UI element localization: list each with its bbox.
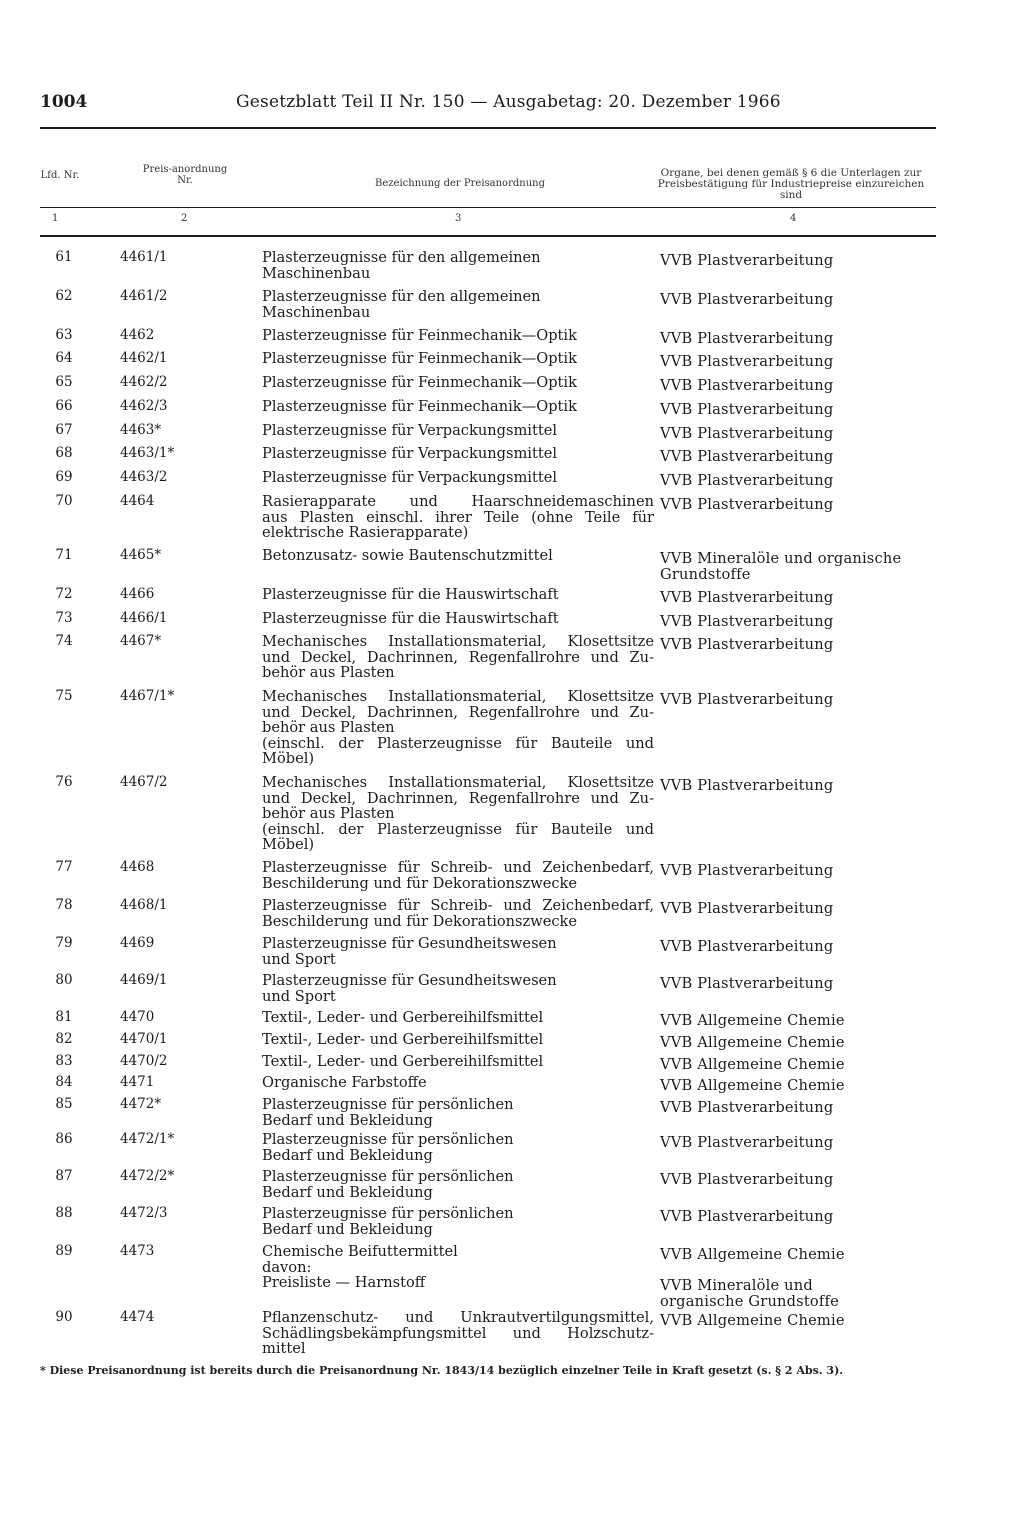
title-line: Mechanisches Installationsmaterial, Klosettsitze — [262, 688, 654, 705]
organ-line: VVB Plastverarbeitung — [660, 1208, 834, 1225]
price-order-title — [262, 587, 654, 603]
title-line: Plasterzeugnisse für Verpackungsmittel — [262, 469, 557, 486]
price-order-number: 4469 — [120, 935, 155, 951]
organ-line: organische Grundstoffe — [660, 1292, 839, 1310]
organ-line: VVB Allgemeine Chemie — [660, 1034, 845, 1051]
title-line: behör aus Plasten — [262, 664, 395, 681]
price-order-title — [262, 1169, 654, 1200]
responsible-organ — [660, 637, 940, 653]
title-line: Plasterzeugnisse für den allgemeinen — [262, 249, 541, 266]
title-line: Schädlingsbekämpfungsmittel und Holzschutz- — [262, 1324, 654, 1342]
organ-line: Grundstoffe — [660, 565, 751, 583]
title-line: Möbel) — [262, 750, 315, 767]
title-line: Plasterzeugnisse für Schreib- und Zeichenbedarf, — [262, 859, 654, 876]
row-number: 80 — [55, 972, 73, 988]
row-number: 86 — [55, 1131, 73, 1147]
price-order-number: 4472/1* — [120, 1131, 175, 1147]
title-line: und Deckel, Dachrinnen, Regenfallrohre und Zu- — [262, 648, 654, 666]
title-line: und Deckel, Dachrinnen, Regenfallrohre und Zu- — [262, 703, 654, 721]
price-order-title — [262, 634, 654, 681]
organ-line: VVB Plastverarbeitung — [660, 613, 834, 630]
price-order-number: 4468 — [120, 859, 155, 875]
organ-line: VVB Plastverarbeitung — [660, 589, 834, 606]
responsible-organ — [660, 1078, 940, 1094]
title-line: Mechanisches Installationsmaterial, Klosettsitze — [262, 633, 654, 650]
column-header-organe: Organe, bei denen gemäß § 6 die Unterlagen zur Preisbestätigung für Industriepreise einzureichen sind — [657, 167, 925, 201]
column-number: 3 — [455, 213, 462, 224]
organ-line: VVB Plastverarbeitung — [660, 777, 834, 794]
price-order-title — [262, 1075, 654, 1091]
responsible-organ — [660, 1313, 940, 1329]
price-order-title — [262, 898, 654, 929]
organ-line: VVB Plastverarbeitung — [660, 291, 834, 308]
row-number: 63 — [55, 327, 73, 343]
row-number: 72 — [55, 586, 73, 602]
row-number: 85 — [55, 1096, 73, 1112]
price-order-number: 4473 — [120, 1243, 155, 1259]
price-order-title — [262, 446, 654, 462]
title-line: Plasterzeugnisse für Gesundheitswesen — [262, 972, 557, 989]
price-order-title — [262, 860, 654, 891]
price-order-number: 4466/1 — [120, 610, 168, 626]
title-line: Plasterzeugnisse für Feinmechanik—Optik — [262, 398, 577, 415]
price-order-title — [262, 494, 654, 541]
organ-line: VVB Plastverarbeitung — [660, 401, 834, 418]
title-line: Plasterzeugnisse für persönlichen — [262, 1205, 514, 1222]
price-order-title — [262, 1206, 654, 1237]
responsible-organ — [660, 1209, 940, 1225]
row-number: 84 — [55, 1074, 73, 1090]
title-line: Plasterzeugnisse für Verpackungsmittel — [262, 422, 557, 439]
title-line: Organische Farbstoffe — [262, 1074, 427, 1091]
title-line: Maschinenbau — [262, 303, 371, 321]
title-line: (einschl. der Plasterzeugnisse für Bauteile und — [262, 820, 654, 838]
row-number: 62 — [55, 288, 73, 304]
title-line: Preisliste — Harnstoff — [262, 1274, 426, 1291]
title-line: und Sport — [262, 950, 336, 968]
page-number: 1004 — [40, 92, 88, 112]
price-order-title — [262, 399, 654, 415]
price-order-number: 4463/2 — [120, 469, 168, 485]
organ-line: VVB Plastverarbeitung — [660, 496, 834, 513]
row-number: 68 — [55, 445, 73, 461]
title-line: davon: — [262, 1258, 312, 1276]
row-number: 77 — [55, 859, 73, 875]
row-number: 65 — [55, 374, 73, 390]
price-order-title — [262, 1010, 654, 1026]
title-line: Betonzusatz- sowie Bautenschutzmittel — [262, 547, 553, 564]
title-line: Bedarf und Bekleidung — [262, 1183, 433, 1201]
row-number: 79 — [55, 935, 73, 951]
organ-line — [660, 1263, 940, 1279]
price-order-number: 4462/1 — [120, 350, 168, 366]
responsible-organ — [660, 402, 940, 418]
column-number: 1 — [52, 213, 59, 224]
price-order-title — [262, 611, 654, 627]
row-number: 61 — [55, 249, 73, 265]
price-order-title — [262, 1310, 654, 1357]
title-line: und Sport — [262, 987, 336, 1005]
row-number: 87 — [55, 1168, 73, 1184]
column-number: 4 — [790, 213, 797, 224]
price-order-number: 4472/2* — [120, 1168, 175, 1184]
title-line: Möbel) — [262, 836, 315, 853]
row-number: 83 — [55, 1053, 73, 1069]
responsible-organ — [660, 863, 940, 879]
price-order-title — [262, 351, 654, 367]
price-order-title — [262, 328, 654, 344]
price-order-title — [262, 1032, 654, 1048]
price-order-number: 4467* — [120, 633, 162, 649]
price-order-number: 4461/2 — [120, 288, 168, 304]
title-line: Pflanzenschutz- und Unkrautvertilgungsmittel, — [262, 1309, 654, 1326]
responsible-organ — [660, 354, 940, 370]
title-line: (einschl. der Plasterzeugnisse für Bauteile und — [262, 734, 654, 752]
organ-line: VVB Plastverarbeitung — [660, 353, 834, 370]
title-line: Plasterzeugnisse für die Hauswirtschaft — [262, 586, 559, 603]
price-order-number: 4461/1 — [120, 249, 168, 265]
organ-line: VVB Plastverarbeitung — [660, 636, 834, 653]
organ-line: VVB Plastverarbeitung — [660, 1171, 834, 1188]
responsible-organ — [660, 426, 940, 442]
organ-line: VVB Allgemeine Chemie — [660, 1246, 845, 1263]
organ-line: VVB Mineralöle und — [660, 1277, 813, 1294]
title-line: Plasterzeugnisse für persönlichen — [262, 1131, 514, 1148]
responsible-organ — [660, 1013, 940, 1029]
price-order-title — [262, 548, 654, 564]
organ-line: VVB Plastverarbeitung — [660, 900, 834, 917]
title-line: Chemische Beifuttermittel — [262, 1243, 458, 1260]
organ-line: VVB Plastverarbeitung — [660, 938, 834, 955]
title-line: Plasterzeugnisse für Verpackungsmittel — [262, 445, 557, 462]
organ-line: VVB Allgemeine Chemie — [660, 1312, 845, 1329]
price-order-number: 4474 — [120, 1309, 155, 1325]
column-number: 2 — [181, 213, 188, 224]
organ-line: VVB Plastverarbeitung — [660, 1099, 834, 1116]
organ-line: VVB Plastverarbeitung — [660, 1134, 834, 1151]
price-order-number: 4470/1 — [120, 1031, 168, 1047]
column-header-lfd-nr: Lfd. Nr. — [40, 170, 80, 181]
organ-line: VVB Plastverarbeitung — [660, 377, 834, 394]
organ-line: VVB Plastverarbeitung — [660, 862, 834, 879]
responsible-organ — [660, 1057, 940, 1073]
responsible-organ — [660, 473, 940, 489]
page-title: Gesetzblatt Teil II Nr. 150 — Ausgabetag: 20. Dezember 1966 — [236, 92, 781, 112]
price-order-title — [262, 375, 654, 391]
row-number: 81 — [55, 1009, 73, 1025]
title-line: Textil-, Leder- und Gerbereihilfsmittel — [262, 1053, 544, 1070]
title-line: Maschinenbau — [262, 264, 371, 282]
row-number: 70 — [55, 493, 73, 509]
organ-line: VVB Allgemeine Chemie — [660, 1056, 845, 1073]
price-order-number: 4466 — [120, 586, 155, 602]
title-line: behör aus Plasten — [262, 719, 395, 736]
organ-line: VVB Plastverarbeitung — [660, 425, 834, 442]
row-number: 82 — [55, 1031, 73, 1047]
organ-line: VVB Allgemeine Chemie — [660, 1012, 845, 1029]
price-order-number: 4472* — [120, 1096, 162, 1112]
title-line: elektrische Rasierapparate) — [262, 524, 469, 541]
responsible-organ — [660, 1035, 940, 1051]
responsible-organ — [660, 778, 940, 794]
price-order-number: 4463/1* — [120, 445, 175, 461]
organ-line: VVB Plastverarbeitung — [660, 691, 834, 708]
price-order-title — [262, 936, 654, 967]
organ-line: VVB Plastverarbeitung — [660, 472, 834, 489]
title-line: Textil-, Leder- und Gerbereihilfsmittel — [262, 1009, 544, 1026]
title-line: Bedarf und Bekleidung — [262, 1111, 433, 1129]
price-order-number: 4462/3 — [120, 398, 168, 414]
row-number: 71 — [55, 547, 73, 563]
title-line: Beschilderung und für Dekorationszwecke — [262, 874, 578, 892]
price-order-title — [262, 1244, 654, 1291]
price-order-number: 4470 — [120, 1009, 155, 1025]
title-line: mittel — [262, 1340, 306, 1357]
responsible-organ — [660, 1100, 940, 1116]
column-header-bezeichnung: Bezeichnung der Preisanordnung — [375, 178, 545, 189]
row-number: 89 — [55, 1243, 73, 1259]
price-order-title — [262, 1132, 654, 1163]
price-order-number: 4471 — [120, 1074, 155, 1090]
price-order-number: 4462/2 — [120, 374, 168, 390]
price-order-number: 4463* — [120, 422, 162, 438]
responsible-organ — [660, 692, 940, 708]
responsible-organ — [660, 614, 940, 630]
row-number: 67 — [55, 422, 73, 438]
price-order-number: 4470/2 — [120, 1053, 168, 1069]
row-number: 76 — [55, 774, 73, 790]
price-order-title — [262, 1054, 654, 1070]
responsible-organ — [660, 1135, 940, 1151]
title-line: Rasierapparate und Haarschneidemaschinen — [262, 493, 654, 510]
responsible-organ — [660, 1247, 940, 1309]
footnote: * Diese Preisanordnung ist bereits durch die Preisanordnung Nr. 1843/14 bezüglich einzelner Teile in Kraft gesetzt (s. § 2 Abs. 3). — [40, 1364, 844, 1377]
row-number: 90 — [55, 1309, 73, 1325]
title-line: Beschilderung und für Dekorationszwecke — [262, 912, 578, 930]
row-number: 73 — [55, 610, 73, 626]
title-line: Mechanisches Installationsmaterial, Klosettsitze — [262, 774, 654, 791]
column-header-preisanordnung-nr: Preis-anordnung Nr. — [142, 164, 228, 186]
title-line: Plasterzeugnisse für Schreib- und Zeichenbedarf, — [262, 897, 654, 914]
responsible-organ — [660, 590, 940, 606]
price-order-number: 4467/1* — [120, 688, 175, 704]
price-order-title — [262, 689, 654, 767]
price-order-title — [262, 470, 654, 486]
price-order-title — [262, 423, 654, 439]
price-order-number: 4462 — [120, 327, 155, 343]
row-number: 64 — [55, 350, 73, 366]
price-order-number: 4467/2 — [120, 774, 168, 790]
title-line: Plasterzeugnisse für Feinmechanik—Optik — [262, 350, 577, 367]
title-line: Bedarf und Bekleidung — [262, 1220, 433, 1238]
price-order-number: 4469/1 — [120, 972, 168, 988]
row-number: 66 — [55, 398, 73, 414]
row-number: 75 — [55, 688, 73, 704]
title-line: Plasterzeugnisse für Gesundheitswesen — [262, 935, 557, 952]
title-line: Bedarf und Bekleidung — [262, 1146, 433, 1164]
organ-line: VVB Mineralöle und organische — [660, 550, 902, 567]
responsible-organ — [660, 331, 940, 347]
title-line: Plasterzeugnisse für persönlichen — [262, 1168, 514, 1185]
price-order-number: 4465* — [120, 547, 162, 563]
responsible-organ — [660, 551, 940, 582]
row-number: 74 — [55, 633, 73, 649]
responsible-organ — [660, 497, 940, 513]
price-order-number: 4472/3 — [120, 1205, 168, 1221]
responsible-organ — [660, 292, 940, 308]
responsible-organ — [660, 901, 940, 917]
title-line: Plasterzeugnisse für die Hauswirtschaft — [262, 610, 559, 627]
title-line: und Deckel, Dachrinnen, Regenfallrohre und Zu- — [262, 789, 654, 807]
responsible-organ — [660, 1172, 940, 1188]
responsible-organ — [660, 939, 940, 955]
price-order-number: 4468/1 — [120, 897, 168, 913]
row-number: 88 — [55, 1205, 73, 1221]
row-number: 78 — [55, 897, 73, 913]
price-order-title — [262, 289, 654, 320]
price-order-number: 4464 — [120, 493, 155, 509]
title-line: Plasterzeugnisse für Feinmechanik—Optik — [262, 327, 577, 344]
title-line: Textil-, Leder- und Gerbereihilfsmittel — [262, 1031, 544, 1048]
price-order-title — [262, 250, 654, 281]
organ-line: VVB Allgemeine Chemie — [660, 1077, 845, 1094]
responsible-organ — [660, 253, 940, 269]
title-line: behör aus Plasten — [262, 805, 395, 822]
row-number: 69 — [55, 469, 73, 485]
price-order-title — [262, 775, 654, 853]
organ-line: VVB Plastverarbeitung — [660, 252, 834, 269]
title-line: Plasterzeugnisse für den allgemeinen — [262, 288, 541, 305]
responsible-organ — [660, 976, 940, 992]
responsible-organ — [660, 378, 940, 394]
title-line: Plasterzeugnisse für Feinmechanik—Optik — [262, 374, 577, 391]
title-line: Plasterzeugnisse für persönlichen — [262, 1096, 514, 1113]
organ-line: VVB Plastverarbeitung — [660, 975, 834, 992]
organ-line: VVB Plastverarbeitung — [660, 330, 834, 347]
price-order-title — [262, 973, 654, 1004]
organ-line: VVB Plastverarbeitung — [660, 448, 834, 465]
title-line: aus Plasten einschl. ihrer Teile (ohne Teile für — [262, 508, 654, 526]
price-order-title — [262, 1097, 654, 1128]
responsible-organ — [660, 449, 940, 465]
